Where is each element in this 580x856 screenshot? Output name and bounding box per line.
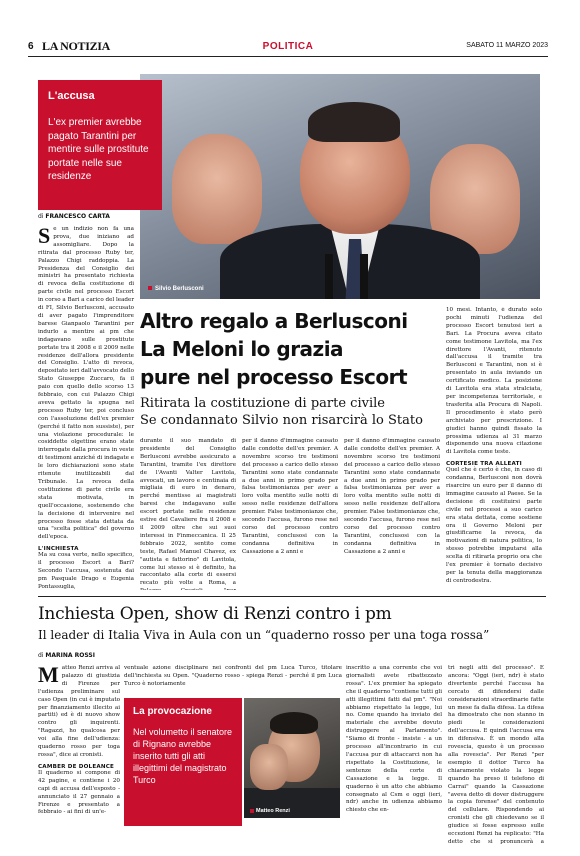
photo-caption: Silvio Berlusconi bbox=[148, 286, 204, 292]
byline-author: MARINA ROSSI bbox=[45, 652, 95, 659]
article2-col1b-text: Il quaderno si compone di 42 pagine, e contiene i 20 capi di accusa dell'esposto - annunciato il 27 gennaio a Firenze e presentato a febbraio - ai fini di un'e- bbox=[38, 769, 120, 816]
deck-line: Ritirata la costituzione di parte civile bbox=[140, 396, 385, 411]
provocation-callout bbox=[124, 698, 242, 826]
newspaper-logo: LA NOTIZIA bbox=[42, 39, 111, 53]
byline-prefix: di bbox=[38, 652, 44, 659]
article1-col4-text: per il danno d'immagine causato dalle condotte dell'ex premier. A novembre scorso tre testimoni del processo a carico dello stesso Tarantini sono state condannate a due anni in primo grado per falsa testimonianza per aver a loro volta mentito sulle notti di sesso nelle residenze dell'allora premier. False testimonianze che, secondo l'accusa, furono rese nel corso del processo contro Tarantini, conclusosi con la condanna definitiva in Cassazione a 2 anni e bbox=[344, 438, 440, 555]
subheading: CAMBER DE DOLEANCE bbox=[38, 763, 115, 770]
article2-column-3 bbox=[346, 665, 442, 845]
article2-col2-text: ventuale azione disciplinare nei confronti del pm Luca Turco, titolare dell'inchiesta su Open. "Quaderno rosso - spiega Renzi - perché il pm Luca Turco è notoriamente bbox=[124, 665, 342, 687]
headline-line: Altro regalo a Berlusconi bbox=[140, 309, 408, 333]
article2-column-1 bbox=[38, 665, 120, 845]
microphone-icon bbox=[325, 254, 333, 299]
article1-column-1 bbox=[38, 223, 134, 591]
hand-shape bbox=[250, 744, 288, 790]
article2-col3-text: inscritto a una corrente che voi giornalisti avete ribattezzato rossa". L'ex premier ha spiegato che il quaderno "contiene tutti gli atti illegittimi fatti dal pm". "Noi abbiamo rispettato la legge, lui no. Come quando ha inviato del materiale che avrebbe dovuto distruggere al Parlamento". "Siamo di fronte - insiste - a un processo all'incontrario in cui l'accusa pur di attaccarci non ha rispettato la Costituzione, le sentenze della corte di Cassazione e la legge. Il quaderno è un atto che abbiamo consegnato al Csm e oggi (ieri, ndr) anche in udienza abbiamo chiesto che en- bbox=[346, 665, 442, 814]
subheading: L'INCHIESTA bbox=[38, 546, 79, 553]
article2-col4-text: tri negli atti del processo". E ancora: "Oggi (ieri, ndr) è stato divertente perché l'accusa ha cercato di difendersi dalle considerazioni straordinarie fatte un mese fa dalla difesa. La difesa ha dimostrato che non stanno in piedi le considerazioni dell'accusa. E quindi l'accusa era in difensiva. È un mondo alla rovescia, questo è un processo alla rovescia". Per Renzi "per esempio il dottor Turco ha chiaramente violato la legge quando ha preso il telefono di Carrai" quando la Cassazione "aveva detto di dover distruggere la copia forense" del contenuto del cellulare. Rispondendo ai cronisti che gli chiedevano se il giudice si fosse espresso sulle eccezioni Renzi ha replicato: "Ha detto che si pronuncerà a bbox=[448, 665, 544, 845]
subheading: CORTESIE TRA ALLEATI bbox=[446, 461, 522, 468]
headline-line: La Meloni lo grazia bbox=[140, 337, 344, 361]
byline-prefix: di bbox=[38, 213, 44, 220]
drop-cap: S bbox=[38, 223, 51, 248]
callout-title: L'accusa bbox=[48, 90, 95, 102]
article2-column-4 bbox=[448, 665, 544, 845]
article1-col5-text: 10 mesi. Intanto, è durato solo pochi minuti l'udienza del processo Escort tenutosi ieri a Bari. La Procura aveva citato come testimone Lavitola, ma l'ex direttore l'Avanti, ritenuto dall'accusa il tramite tra Berlusconi e Tarantini, non si è presentato in aula inviando un certificato medico. La posizione di Lavitola era stata stralciata, per incompetenza territoriale, e trasferita alla Procura di Napoli. Il procedimento è stato però archiviato per prescrizione. I giudici hanno quindi fissato la prossima udienza al 31 marzo disponendo una nuova citazione di Lavitola come teste. bbox=[446, 307, 542, 456]
article1-byline bbox=[38, 213, 110, 220]
callout-text: Nel volumetto il senatore di Rignano avrebbe inserito tutti gli atti illegittimi del magistrato Turco bbox=[133, 727, 233, 785]
page-header bbox=[28, 39, 548, 57]
left-hand-shape bbox=[172, 134, 262, 244]
article1-column-2 bbox=[140, 438, 236, 590]
berlusconi-photo bbox=[140, 74, 540, 299]
article1-col1b-text: Ma su cosa verte, nello specifico, il processo Escort a Bari? Secondo l'accusa, sostenuta dai pm Pasquale Drago e Eugenia Pontassuglia, bbox=[38, 552, 134, 590]
deck-line: Se condannato Silvio non risarcirà lo Stato bbox=[140, 413, 423, 428]
article2-col1-text: atteo Renzi arriva al palazzo di giustizia di Firenze per l'udienza preliminare sul caso Open (in cui è imputato per finanziamento illecito ai partiti) ed è di nuovo show contro gli inquirenti. "Ragazzi, ho qualcosa per voi alla fine dell'udienza: quaderno rosso per toga rossa", dice ai cronisti. bbox=[38, 665, 120, 758]
photo-caption: Matteo Renzi bbox=[250, 808, 290, 814]
article1-column-3 bbox=[242, 438, 338, 590]
callout-text: L'ex premier avrebbe pagato Tarantini per mentire sulle prostitute portate nelle sue residenze bbox=[48, 117, 149, 182]
microphone-icon bbox=[360, 254, 368, 299]
byline-author: FRANCESCO CARTA bbox=[45, 213, 110, 220]
article2-headline: Inchiesta Open, show di Renzi contro i pm bbox=[38, 604, 392, 624]
header-divider bbox=[28, 56, 548, 57]
article2-column-2 bbox=[124, 665, 342, 697]
drop-cap: M bbox=[38, 665, 59, 687]
article1-col1-text: e un indizio non fa una prova, due iniziano ad assomigliare. Dopo la ritirata dal processo Ruby ter, Palazzo Chigi raddoppia. La Presidenza del Consiglio dei ministri ha presentato richiesta di revoca della costituzione di parte civile nel processo Escort in corso a Bari a carico del leader di FI, Silvio Berlusconi, accusato di aver pagato l'imprenditore barese Gianpaolo Tarantini per indurlo a mentire ai pm che indagavano sulle prostitute portate tra il 2008 e il 2009 nelle residenze dell'allora presidente del Consiglio. L'atto di revoca, depositato ieri dall'avvocato dello Stato Giuseppe Zuccaro, fa il paio con quello dello scorso 13 febbraio, con cui Palazzo Chigi aveva gettato la spugna nel processo Ruby ter, poi concluso con l'assoluzione dell'ex premier (perché il fatto non sussiste), per una violazione procedurale: le cosiddette olgettine erano state interrogate dalla procura in veste di testimoni anziché di indagate e le loro dichiarazioni sono state ritenute inutilizzabili dal Tribunale. La revoca della costituzione di parte civile era stata motivata, in quell'occasione, sostenendo che la decisione di intervenire nel processo fosse stata dettata da una "scelta politica" del governo dell'epoca. bbox=[38, 226, 134, 541]
article-divider bbox=[38, 596, 546, 597]
article1-col5b-text: Quel che è certo è che, in caso di condanna, Berlusconi non dovrà risarcire un euro per il danno di immagine causato al Paese. Se la decisione di costituirsi parte civile nel processi a suo carico era stata dettata, come sostiene ora il Governo Meloni per giustificarne la revoca, da motivazioni di natura politica, lo stesso potrebbe imputarsi alla scelta di ritirarla proprio ora che l'ex premier è tornato decisivo per la tenuta della maggioranza di centrodestra. bbox=[446, 467, 542, 584]
hair-shape bbox=[308, 102, 400, 142]
issue-date: SABATO 11 MARZO 2023 bbox=[466, 42, 548, 49]
article1-headline bbox=[140, 307, 408, 391]
article1-column-5 bbox=[446, 307, 542, 590]
accusation-callout bbox=[38, 80, 162, 210]
article1-column-4 bbox=[344, 438, 440, 590]
article1-col2-text: durante il suo mandato di presidente del Consiglio Berlusconi avrebbe assicurato a Tarantini, tramite l'ex direttore de l'Avanti Valter Lavitola, avvocati, un lavoro e centinaia di migliaia di euro in denaro, perché mentisse ai magistrati baresi che indagavano sulle escort portate nelle residenze estive del Cavaliere fra il 2008 e il 2009 oltre che sui suoi interessi in Finmeccanica. Il 25 febbraio 2022, sentito come teste, Rafael Manuel Chavez, ex "autista e fattorino" di Lavitola, come lui stesso si è definito, ha raccontato alla corte di essersi recato più volte a Roma, a bbox=[140, 438, 236, 587]
section-label: POLITICA bbox=[262, 41, 314, 52]
article1-col3-text: per il danno d'immagine causato dalle condotte dell'ex premier. A novembre scorso tre testimoni del processo a carico dello stesso Tarantini sono state condannate a due anni in primo grado per falsa testimonianza per aver a loro volta mentito sulle notti di sesso nelle residenze dell'allora premier. False testimonianze che, secondo l'accusa, furono rese nel corso del processo contro Tarantini, conclusosi con la condanna definitiva in Cassazione a 2 anni e bbox=[242, 438, 338, 555]
article2-byline bbox=[38, 652, 95, 659]
article2-deck: Il leader di Italia Viva in Aula con un “quaderno rosso per una toga rossa” bbox=[38, 628, 490, 642]
hair-shape bbox=[270, 712, 318, 734]
callout-title: La provocazione bbox=[133, 706, 212, 717]
article1-deck bbox=[140, 395, 423, 429]
headline-line: pure nel processo Escort bbox=[140, 365, 408, 389]
renzi-photo bbox=[244, 698, 340, 818]
page-number: 6 bbox=[28, 41, 34, 52]
